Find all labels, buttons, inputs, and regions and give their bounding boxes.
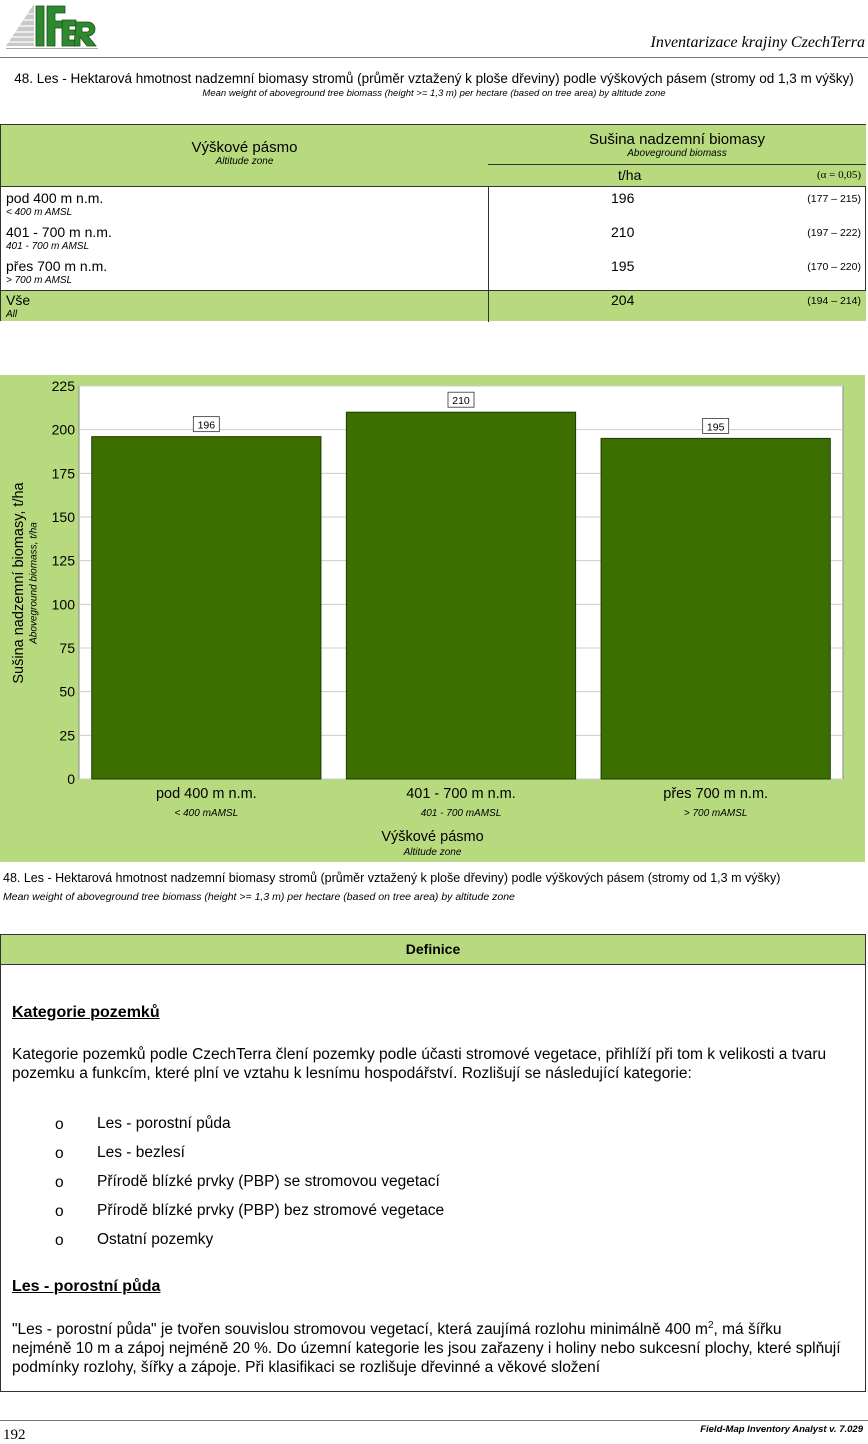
y-tick-label: 100 <box>51 596 75 613</box>
ifer-logo <box>4 2 100 54</box>
header-rule <box>0 57 868 58</box>
forest-text-part1: "Les - porostní půda" je tvořen souvislou stromovou vegetací, která zaujímá rozlohu minimálně 400 m <box>12 1321 708 1338</box>
header-biomass-en: Aboveground biomass <box>627 148 727 159</box>
x-axis-label-en: Altitude zone <box>403 847 462 858</box>
table-row <box>1 187 866 221</box>
row-label-en: < 400 m AMSL <box>6 207 73 218</box>
data-label: 210 <box>452 395 470 408</box>
y-tick-label: 225 <box>51 378 75 394</box>
section-title-land-categories: Kategorie pozemků <box>12 1004 160 1021</box>
x-tick-label-en: < 400 mAMSL <box>174 808 239 819</box>
section-text-forest <box>12 1320 842 1377</box>
row-ci: (170 – 220) <box>807 261 861 273</box>
header-unit: t/ha <box>618 167 642 183</box>
bar-chart <box>0 375 865 862</box>
bar <box>92 437 321 779</box>
chart-panel <box>0 375 865 862</box>
y-tick-label: 150 <box>51 509 75 525</box>
y-tick-label: 25 <box>59 727 75 744</box>
section-title-forest: Les - porostní půda <box>12 1278 161 1295</box>
table-subtitle: Mean weight of aboveground tree biomass (height >= 1,3 m) per hectare (based on tree area) by altitude zone <box>202 88 666 99</box>
footer-rule <box>0 1420 868 1421</box>
x-tick-label-en: > 700 mAMSL <box>683 808 748 819</box>
bullet-marker: o <box>55 1116 64 1133</box>
total-label: Vše <box>6 292 31 308</box>
header-unit-cell <box>488 165 866 187</box>
page-number: 192 <box>3 1427 26 1443</box>
row-label-en: > 700 m AMSL <box>6 275 73 286</box>
x-tick-label-en: 401 - 700 mAMSL <box>420 808 502 819</box>
total-value: 204 <box>611 292 635 308</box>
total-label-en: All <box>6 309 18 320</box>
header-title: Inventarizace krajiny CzechTerra <box>650 34 865 51</box>
bar <box>346 412 575 779</box>
y-tick-label: 0 <box>67 771 75 787</box>
software-version: Field-Map Inventory Analyst v. 7.029 <box>700 1424 863 1435</box>
y-tick-label: 75 <box>59 640 75 656</box>
header-biomass: Sušina nadzemní biomasy <box>589 131 765 148</box>
table-row <box>1 255 866 291</box>
bullet-marker: o <box>55 1232 64 1249</box>
header-altitude-cell <box>1 125 489 187</box>
row-label: přes 700 m n.m. <box>6 258 108 274</box>
y-tick-label: 50 <box>59 683 75 700</box>
header-altitude-en: Altitude zone <box>215 156 274 167</box>
definitions-header: Definice <box>1 935 865 965</box>
header-alpha: (α = 0,05) <box>816 169 861 181</box>
table-row <box>1 221 866 255</box>
bullet-item: Přírodě blízké prvky (PBP) bez stromové vegetace <box>97 1202 445 1219</box>
y-tick-label: 175 <box>51 465 75 482</box>
data-label: 196 <box>197 419 216 432</box>
total-divider <box>488 291 489 322</box>
bullet-marker: o <box>55 1145 64 1162</box>
bullet-item: Les - bezlesí <box>97 1144 185 1161</box>
row-value: 196 <box>611 190 635 206</box>
y-axis-label-en: Aboveground biomass, t/ha <box>28 522 40 644</box>
bar <box>601 438 830 779</box>
logo-letters <box>36 6 96 46</box>
row-label: 401 - 700 m n.m. <box>6 224 112 240</box>
x-tick-label: 401 - 700 m n.m. <box>406 786 516 802</box>
row-value: 210 <box>611 224 635 240</box>
header-altitude: Výškové pásmo <box>191 139 298 156</box>
y-tick-label: 125 <box>51 552 75 569</box>
forest-text-part2: , má šířku nejméně 10 m a zápoj nejméně 20 %. Do územní kategorie les jsou zařazeny i holiny nebo sukcesní plochy, které splňují podmínky rozlohy, šířky a zápoje. Při klasifikaci se rozlišuje dřevinné a věkové složení <box>12 1321 841 1376</box>
bullet-marker: o <box>55 1203 64 1220</box>
x-tick-label: přes 700 m n.m. <box>663 786 769 802</box>
y-tick-label: 200 <box>51 421 75 438</box>
chart-caption-en: Mean weight of aboveground tree biomass (height >= 1,3 m) per hectare (based on tree area) by altitude zone <box>3 891 515 903</box>
bullet-item: Přírodě blízké prvky (PBP) se stromovou vegetací <box>97 1173 440 1190</box>
table-title: 48. Les - Hektarová hmotnost nadzemní biomasy stromů (průměr vztažený k ploše dřeviny) podle výškových pásem (stromy od 1,3 m výšky) <box>14 71 854 86</box>
row-ci: (197 – 222) <box>807 227 861 239</box>
bullet-marker: o <box>55 1174 64 1191</box>
data-label: 195 <box>706 421 725 434</box>
row-value: 195 <box>611 258 635 274</box>
x-tick-label: pod 400 m n.m. <box>155 786 257 802</box>
data-table <box>0 124 866 321</box>
superscript: 2 <box>707 1319 714 1331</box>
chart-caption: 48. Les - Hektarová hmotnost nadzemní biomasy stromů (průměr vztažený k ploše dřeviny) podle výškových pásem (stromy od 1,3 m výšky) <box>3 871 781 885</box>
table-total-row <box>1 290 866 321</box>
row-label-en: 401 - 700 m AMSL <box>6 241 90 252</box>
x-axis-label: Výškové pásmo <box>381 829 484 845</box>
logo-triangle <box>6 4 34 46</box>
bullet-item: Ostatní pozemky <box>97 1231 214 1248</box>
row-ci: (177 – 215) <box>807 193 861 205</box>
header-biomass-cell <box>488 125 866 165</box>
bullet-item: Les - porostní půda <box>97 1115 231 1132</box>
row-label: pod 400 m n.m. <box>6 190 104 206</box>
definitions-box <box>0 934 866 1392</box>
section-text-land-categories: Kategorie pozemků podle CzechTerra člení pozemky podle účasti stromové vegetace, přihlíží při tom k velikosti a tvaru pozemku a funkcím, které plní ve vztahu k lesnímu hospodářství. Rozlišují se následující kategorie: <box>12 1046 827 1082</box>
total-ci: (194 – 214) <box>807 295 861 307</box>
y-axis-label: Sušina nadzemní biomasy, t/ha <box>11 482 27 684</box>
